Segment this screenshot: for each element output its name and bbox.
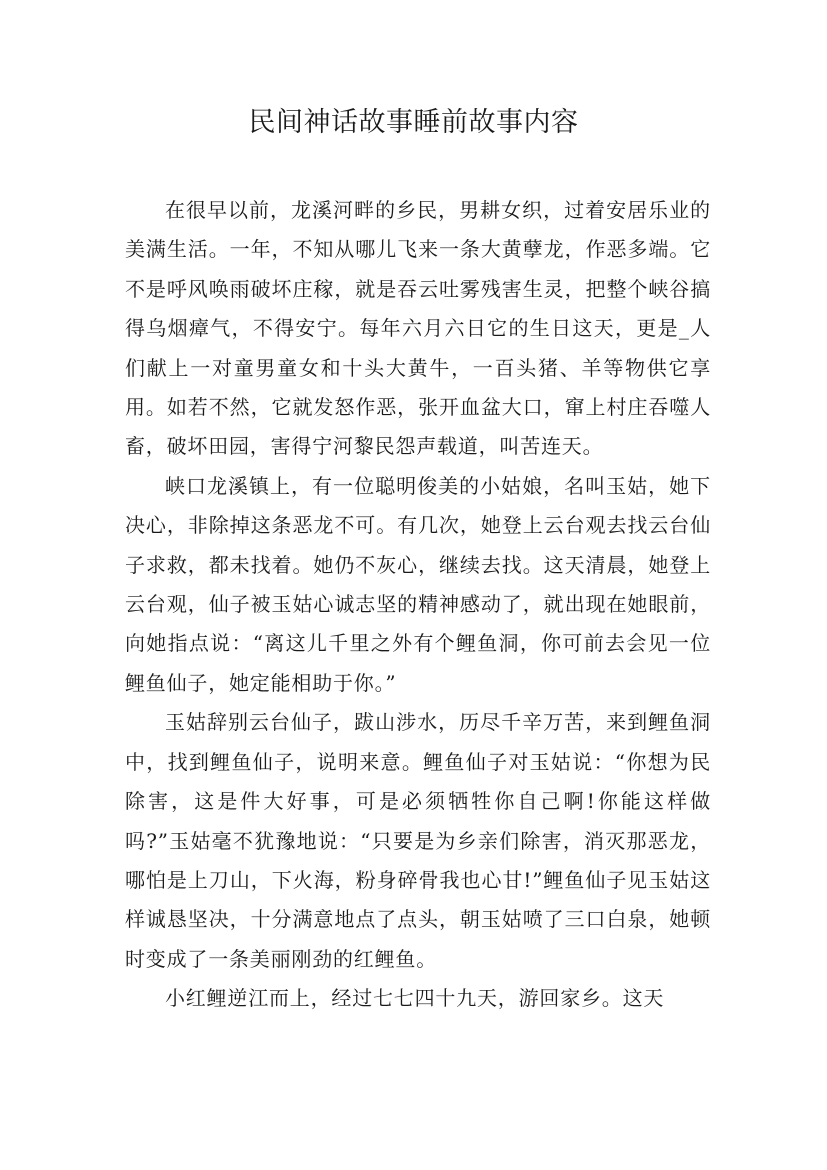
paragraph-1: 在很早以前，龙溪河畔的乡民，男耕女织，过着安居乐业的美满生活。一年，不知从哪儿飞来一条大黄孽龙，作恶多端。它不是呼风唤雨破坏庄稼，就是吞云吐雾残害生灵，把整个峡谷搞得乌烟瘴气，不得安宁。每年六月六日它的生日这天，更是_人们献上一对童男童女和十头大黄牛，一百头猪、羊等物供它享用。如若不然，它就发怒作恶，张开血盆大口，窜上村庄吞噬人畜，破坏田园，害得宁河黎民怨声载道，叫苦连天。 [125, 198, 711, 459]
paragraph-4: 小红鲤逆江而上，经过七七四十九天，游回家乡。这天 [165, 986, 665, 1011]
paragraph-3: 玉姑辞别云台仙子，跋山涉水，历尽千辛万苦，来到鲤鱼洞中，找到鲤鱼仙子，说明来意。鲤鱼仙子对玉姑说：“你想为民除害，这是件大好事，可是必须牺牲你自己啊!你能这样做吗?”玉姑毫不犹豫地说：“只要是为乡亲们除害，消灭那恶龙，哪怕是上刀山，下火海，粉身碎骨我也心甘!”鲤鱼仙子见玉姑这样诚恳坚决，十分满意地点了点头，朝玉姑喷了三口白泉，她顿时变成了一条美丽刚劲的红鲤鱼。 [125, 710, 711, 971]
document-title: 民间神话故事睡前故事内容 [248, 107, 579, 138]
document-body [125, 191, 711, 1019]
paragraph-2: 峡口龙溪镇上，有一位聪明俊美的小姑娘，名叫玉姑，她下决心，非除掉这条恶龙不可。有几次，她登上云台观去找云台仙子求救，都未找着。她仍不灰心，继续去找。这天清晨，她登上云台观，仙子被玉姑心诚志坚的精神感动了，就出现在她眼前，向她指点说：“离这儿千里之外有个鲤鱼洞，你可前去会见一位鲤鱼仙子，她定能相助于你。” [125, 473, 711, 695]
